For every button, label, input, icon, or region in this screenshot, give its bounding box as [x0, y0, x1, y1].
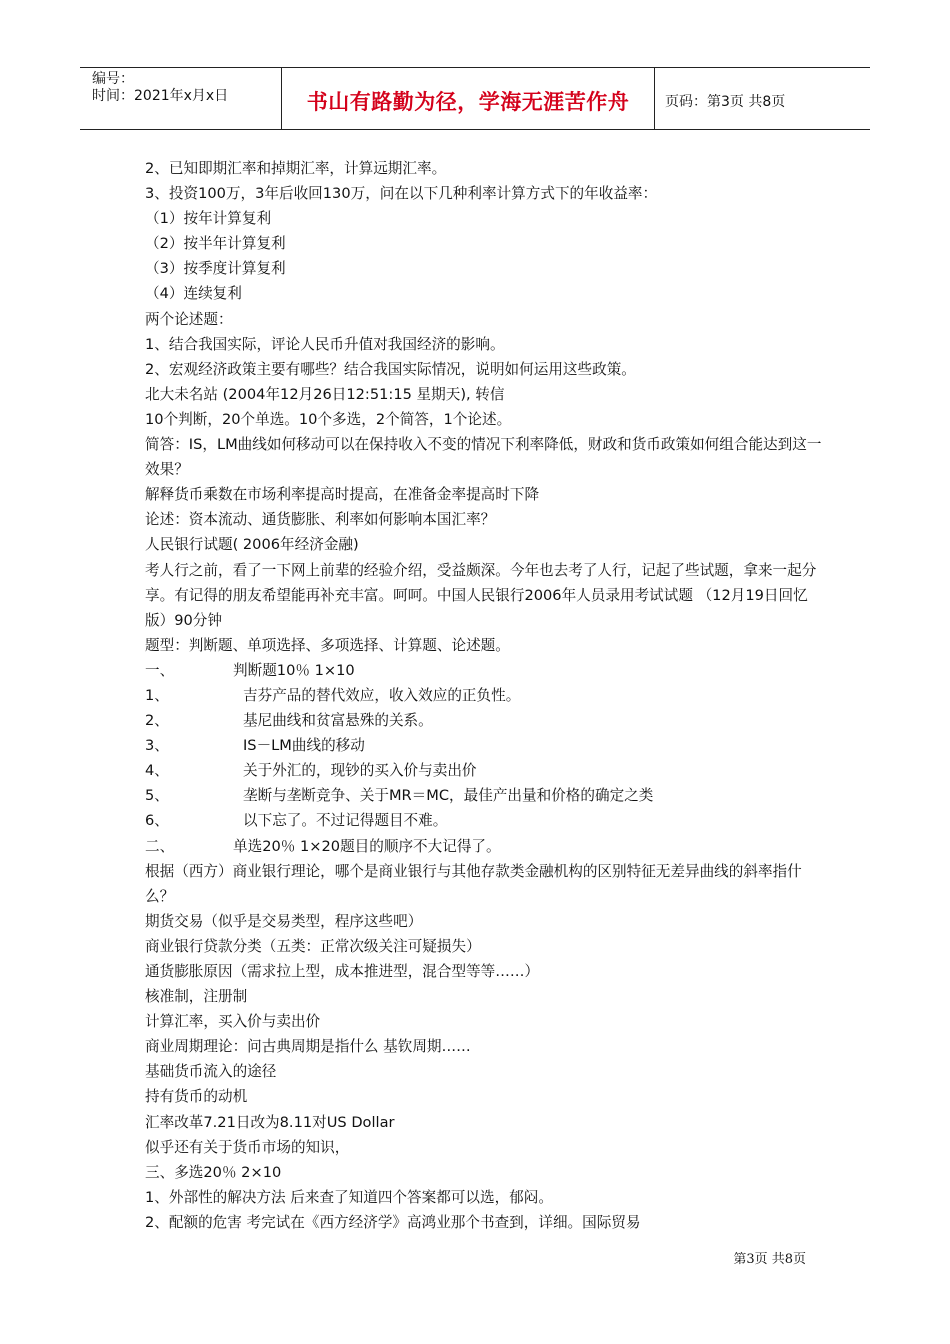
page-header [80, 67, 870, 130]
text-line: 题型：判断题、单项选择、多项选择、计算题、论述题。 [145, 636, 510, 654]
item-text: 基尼曲线和贫富悬殊的关系。 [243, 712, 433, 730]
text-line: 汇率改革7.21日改为8.11对US Dollar [145, 1113, 395, 1131]
text-line: （3）按季度计算复利 [145, 260, 286, 278]
text-line: 论述：资本流动、通货膨胀、利率如何影响本国汇率？ [145, 511, 496, 529]
text-line: 核准制，注册制 [145, 988, 248, 1006]
text-line: （1）按年计算复利 [145, 210, 272, 228]
list-item [145, 708, 825, 733]
list-item [145, 733, 825, 758]
text-line: 持有货币的动机 [145, 1088, 248, 1106]
section-title: 单选20％ 1×20题目的顺序不大记得了。 [233, 837, 501, 855]
text-line: 人民银行试题( 2006年经济金融) [145, 536, 359, 554]
text-line: 期货交易（似乎是交易类型，程序这些吧） [145, 912, 423, 930]
header-page-cell [655, 68, 870, 129]
text-line: 1、结合我国实际，评论人民币升值对我国经济的影响。 [145, 335, 505, 353]
section-number: 一、 [145, 661, 175, 679]
text-line: 3、投资100万，3年后收回130万，问在以下几种利率计算方式下的年收益率： [145, 185, 658, 203]
item-text: 关于外汇的，现钞的买入价与卖出价 [243, 762, 477, 780]
section-heading [145, 834, 825, 859]
text-line: 商业银行贷款分类（五类：正常次级关注可疑损失） [145, 937, 481, 955]
section-title: 判断题10％ 1×10 [233, 661, 355, 679]
item-text: 以下忘了。不过记得题目不难。 [243, 812, 448, 830]
text-line: 2、宏观经济政策主要有哪些？结合我国实际情况，说明如何运用这些政策。 [145, 360, 636, 378]
item-text: 吉芬产品的替代效应，收入效应的正负性。 [243, 686, 521, 704]
section-heading [145, 658, 825, 683]
text-line: 2、配额的危害 考完试在《西方经济学》高鸿业那个书查到，详细。国际贸易 [145, 1213, 641, 1231]
item-number: 3、 [145, 737, 169, 755]
code-label: 编号： [92, 71, 134, 87]
page-footer: 第3页 共8页 [733, 1252, 806, 1267]
text-line: 通货膨胀原因（需求拉上型，成本推进型，混合型等等……） [145, 963, 540, 980]
item-number: 5、 [145, 787, 169, 805]
text-line: 2、已知即期汇率和掉期汇率，计算远期汇率。 [145, 160, 447, 177]
item-number: 4、 [145, 762, 169, 780]
list-item [145, 683, 825, 708]
text-line: （4）连续复利 [145, 285, 242, 303]
text-line: 计算汇率，买入价与卖出价 [145, 1013, 321, 1031]
item-number: 1、 [145, 686, 169, 704]
list-item [145, 758, 825, 783]
text-line: 10个判断，20个单选。10个多选，2个简答，1个论述。 [145, 410, 512, 428]
item-text: 垄断与垄断竞争、关于MR＝MC，最佳产出量和价格的确定之类 [243, 787, 654, 805]
text-line: 两个论述题： [145, 310, 233, 328]
text-paragraph: 考人行之前，看了一下网上前辈的经验介绍，受益颇深。今年也去考了人行，记起了些试题，拿来一起分享。有记得的朋友希望能再补充丰富。呵呵。中国人民银行2006年人员录用考试试题 （12月19日回忆版）90分钟 [145, 561, 817, 629]
text-paragraph: 简答：IS，LM曲线如何移动可以在保持收入不变的情况下利率降低，财政和货币政策如何组合能达到这一效果？ [145, 436, 822, 479]
text-line: 商业周期理论：问古典周期是指什么 基钦周期…… [145, 1038, 471, 1056]
header-meta [80, 68, 282, 129]
item-number: 6、 [145, 812, 169, 830]
text-line: （2）按半年计算复利 [145, 235, 286, 253]
text-line: 北大未名站 (2004年12月26日12:51:15 星期天), 转信 [145, 385, 505, 403]
document-body [145, 156, 825, 1235]
text-line: 三、多选20％ 2×10 [145, 1163, 282, 1181]
text-line: 基础货币流入的途径 [145, 1063, 277, 1081]
text-paragraph: 根据（西方）商业银行理论，哪个是商业银行与其他存款类金融机构的区别特征无差异曲线的斜率指什么？ [145, 862, 802, 905]
item-text: IS－LM曲线的移动 [243, 737, 365, 755]
text-line: 1、外部性的解决方法 后来查了知道四个答案都可以选，郁闷。 [145, 1188, 553, 1206]
header-motto: 书山有路勤为径，学海无涯苦作舟 [306, 89, 630, 114]
header-page-label: 页码：第3页 共8页 [665, 93, 786, 110]
item-number: 2、 [145, 712, 169, 730]
header-motto-cell [282, 68, 655, 129]
list-item [145, 783, 825, 808]
text-line: 似乎还有关于货币市场的知识， [145, 1138, 350, 1156]
list-item [145, 808, 825, 833]
section-number: 二、 [145, 837, 175, 855]
text-line: 解释货币乘数在市场利率提高时提高，在准备金率提高时下降 [145, 486, 540, 504]
time-label: 时间：2021年x月x日 [92, 88, 229, 104]
